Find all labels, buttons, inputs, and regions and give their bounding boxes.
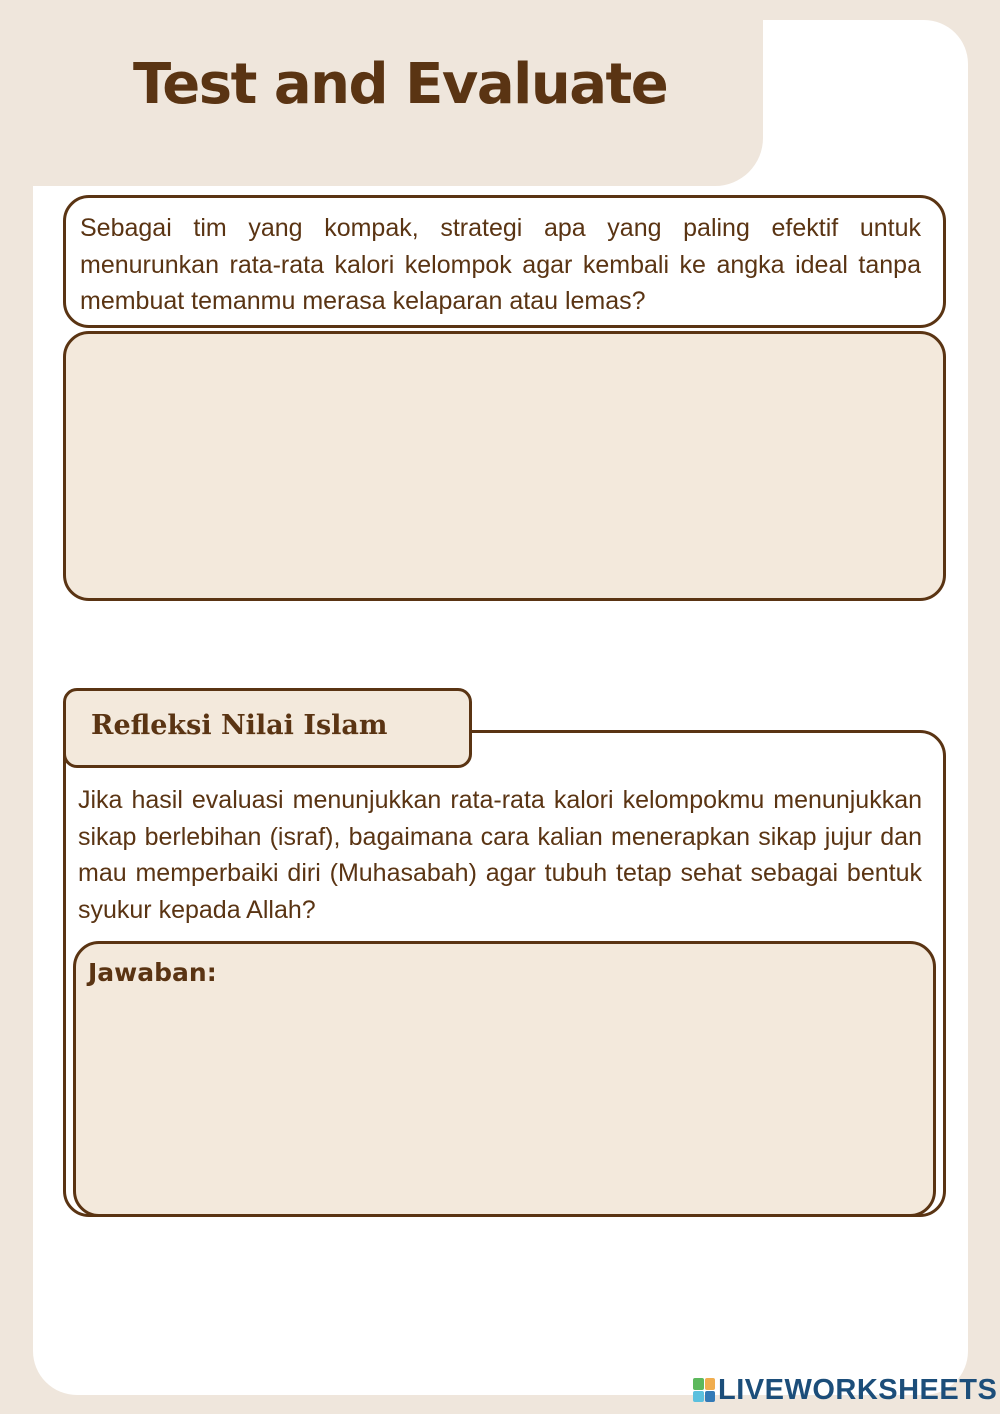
- reflection-answer-field[interactable]: [73, 941, 936, 1217]
- liveworksheets-brand: [693, 1374, 997, 1406]
- reflection-header-tab: [63, 688, 472, 768]
- liveworksheets-logo-icon: [693, 1378, 715, 1402]
- reflection-title: Refleksi Nilai Islam: [91, 710, 388, 741]
- brand-name: LIVEWORKSHEETS: [718, 1373, 998, 1406]
- reflection-question-text: Jika hasil evaluasi menunjukkan rata-rata kalori kelompokmu menunjukkan sikap berlebihan (israf), bagaimana cara kalian menerapkan sikap jujur dan mau memperbaiki diri (Muhasabah) agar tubuh tetap sehat sebagai bentuk syukur kepada Allah?: [78, 786, 922, 924]
- question-1-box: [63, 195, 946, 328]
- page-title: Test and Evaluate: [133, 52, 668, 117]
- question-1-text: Sebagai tim yang kompak, strategi apa yang paling efektif untuk menurunkan rata-rata kalori kelompok agar kembali ke angka ideal tanpa membuat temanmu merasa kelaparan atau lemas?: [80, 214, 921, 315]
- question-1-answer-field[interactable]: [63, 331, 946, 601]
- answer-label: Jawaban:: [88, 958, 217, 987]
